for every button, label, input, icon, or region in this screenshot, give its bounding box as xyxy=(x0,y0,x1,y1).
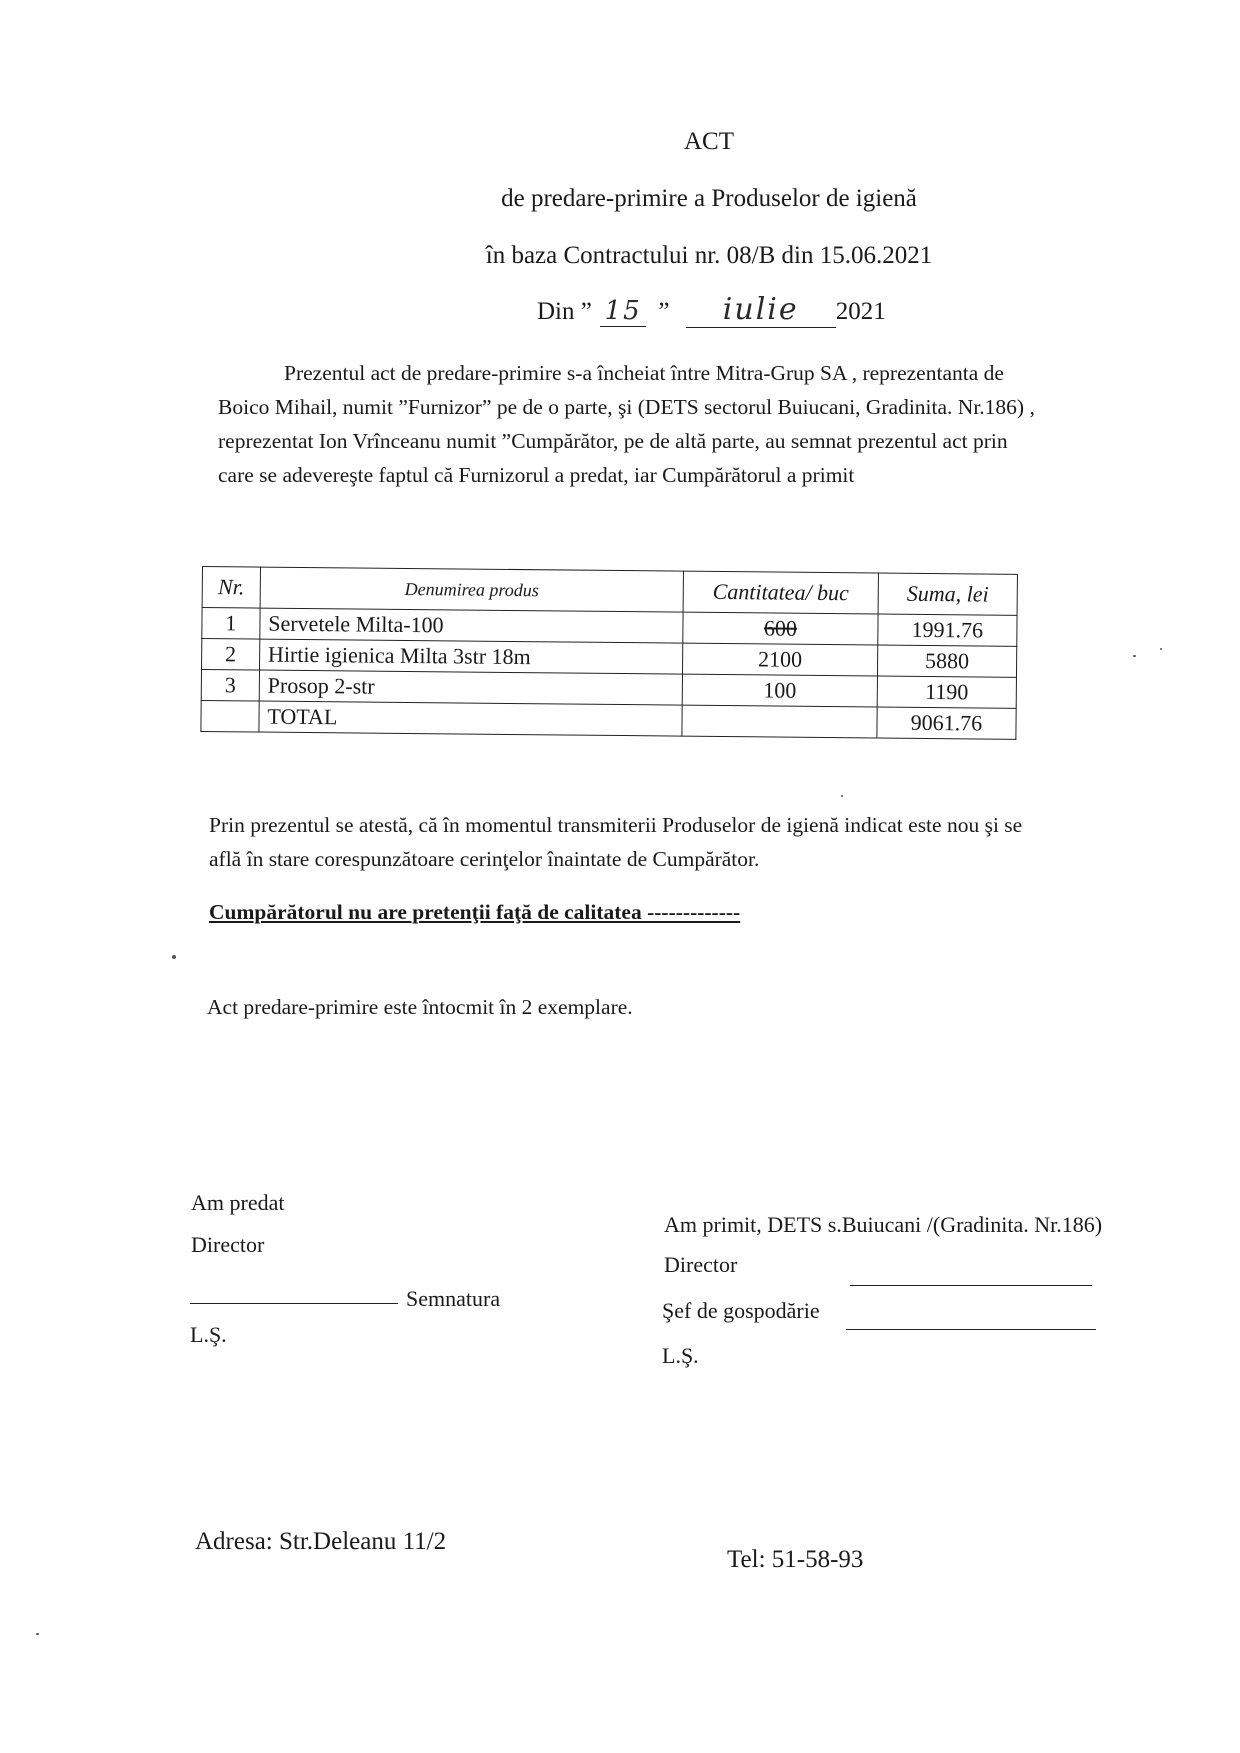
row-product-name: Prosop 2-str xyxy=(259,670,682,705)
quality-notice: Cumpărătorul nu are pretenţii faţă de calitatea ------------- xyxy=(209,900,741,924)
contract-reference: în baza Contractului nr. 08/B din 15.06.2021 xyxy=(485,242,933,269)
left-signature-line xyxy=(190,1303,398,1304)
header-product-name: Denumirea produs xyxy=(260,567,684,612)
date-year: 2021 xyxy=(835,298,886,325)
document-subtitle: de predare-primire a Produselor de igienă xyxy=(501,185,917,212)
attest-line-1: Prin prezentul se atestă, că în momentul transmiterii Produselor de igienă indicat este nou şi se xyxy=(209,813,1023,837)
total-quantity-empty xyxy=(682,705,877,738)
total-sum: 9061.76 xyxy=(877,707,1016,739)
intro-paragraph xyxy=(218,356,1168,492)
intro-line-2: Boico Mihail, numit ”Furnizor” pe de o parte, şi (DETS sectorul Buiucani, Gradinita. Nr.186) , xyxy=(218,395,1035,419)
scan-speck xyxy=(1160,648,1162,650)
left-director-label: Director xyxy=(191,1232,265,1257)
table-total-row xyxy=(201,700,1016,739)
right-stamp-label: L.Ş. xyxy=(662,1343,699,1368)
left-stamp-label: L.Ş. xyxy=(190,1322,227,1347)
row-nr: 3 xyxy=(201,670,259,702)
date-month-handwritten: iulie xyxy=(686,292,836,328)
scan-speck xyxy=(1133,655,1136,657)
date-prefix: Din ” xyxy=(537,298,592,325)
household-head-signature-line xyxy=(846,1329,1096,1330)
row-quantity xyxy=(683,612,878,645)
row-nr: 2 xyxy=(202,639,260,671)
right-director-label: Director xyxy=(664,1252,738,1277)
intro-line-3: reprezentat Ion Vrînceanu numit ”Cumpărător, pe de altă parte, au semnat prezentul act prin xyxy=(218,429,1008,453)
products-table xyxy=(200,566,1018,740)
date-quote: ” xyxy=(658,298,670,325)
total-nr-empty xyxy=(201,700,259,732)
household-head-label: Şef de gospodărie xyxy=(662,1298,820,1323)
document-title: ACT xyxy=(684,128,734,155)
signature-label: Semnatura xyxy=(406,1286,501,1311)
right-director-signature-line xyxy=(850,1285,1092,1286)
intro-line-4: care se adevereşte faptul că Furnizorul a predat, iar Cumpărătorul a primit xyxy=(218,463,855,487)
phone: Tel: 51-58-93 xyxy=(727,1546,864,1573)
total-label: TOTAL xyxy=(259,701,682,736)
header-quantity: Cantitatea/ buc xyxy=(683,571,878,614)
scan-speck xyxy=(36,1633,39,1635)
intro-line-1: Prezentul act de predare-primire s-a încheiat între Mitra-Grup SA , reprezentanta de xyxy=(284,361,1004,385)
date-day-handwritten: 15 xyxy=(600,296,646,327)
row-sum: 5880 xyxy=(877,645,1016,677)
address: Adresa: Str.Deleanu 11/2 xyxy=(195,1528,447,1555)
row-sum: 1190 xyxy=(877,676,1016,708)
row-quantity: 100 xyxy=(682,674,877,707)
scan-speck xyxy=(172,955,176,959)
scan-speck xyxy=(841,795,843,797)
received-label: Am primit, DETS s.Buiucani /(Gradinita. Nr.186) xyxy=(664,1212,1103,1237)
row-quantity: 2100 xyxy=(683,643,878,676)
row-nr: 1 xyxy=(202,608,260,640)
copies-note: Act predare-primire este întocmit în 2 exemplare. xyxy=(207,995,633,1019)
handed-over-label: Am predat xyxy=(191,1190,285,1215)
row-sum: 1991.76 xyxy=(878,614,1017,646)
row-quantity-value: 600 xyxy=(763,615,798,641)
attest-line-2: află în stare corespunzătoare cerinţelor înaintate de Cumpărător. xyxy=(209,847,760,871)
header-nr: Nr. xyxy=(202,567,260,609)
attest-paragraph xyxy=(209,808,1169,876)
row-product-name: Servetele Milta-100 xyxy=(260,608,683,643)
header-sum: Suma, lei xyxy=(878,573,1017,615)
row-product-name: Hirtie igienica Milta 3str 18m xyxy=(259,639,682,674)
document-date xyxy=(537,292,886,328)
